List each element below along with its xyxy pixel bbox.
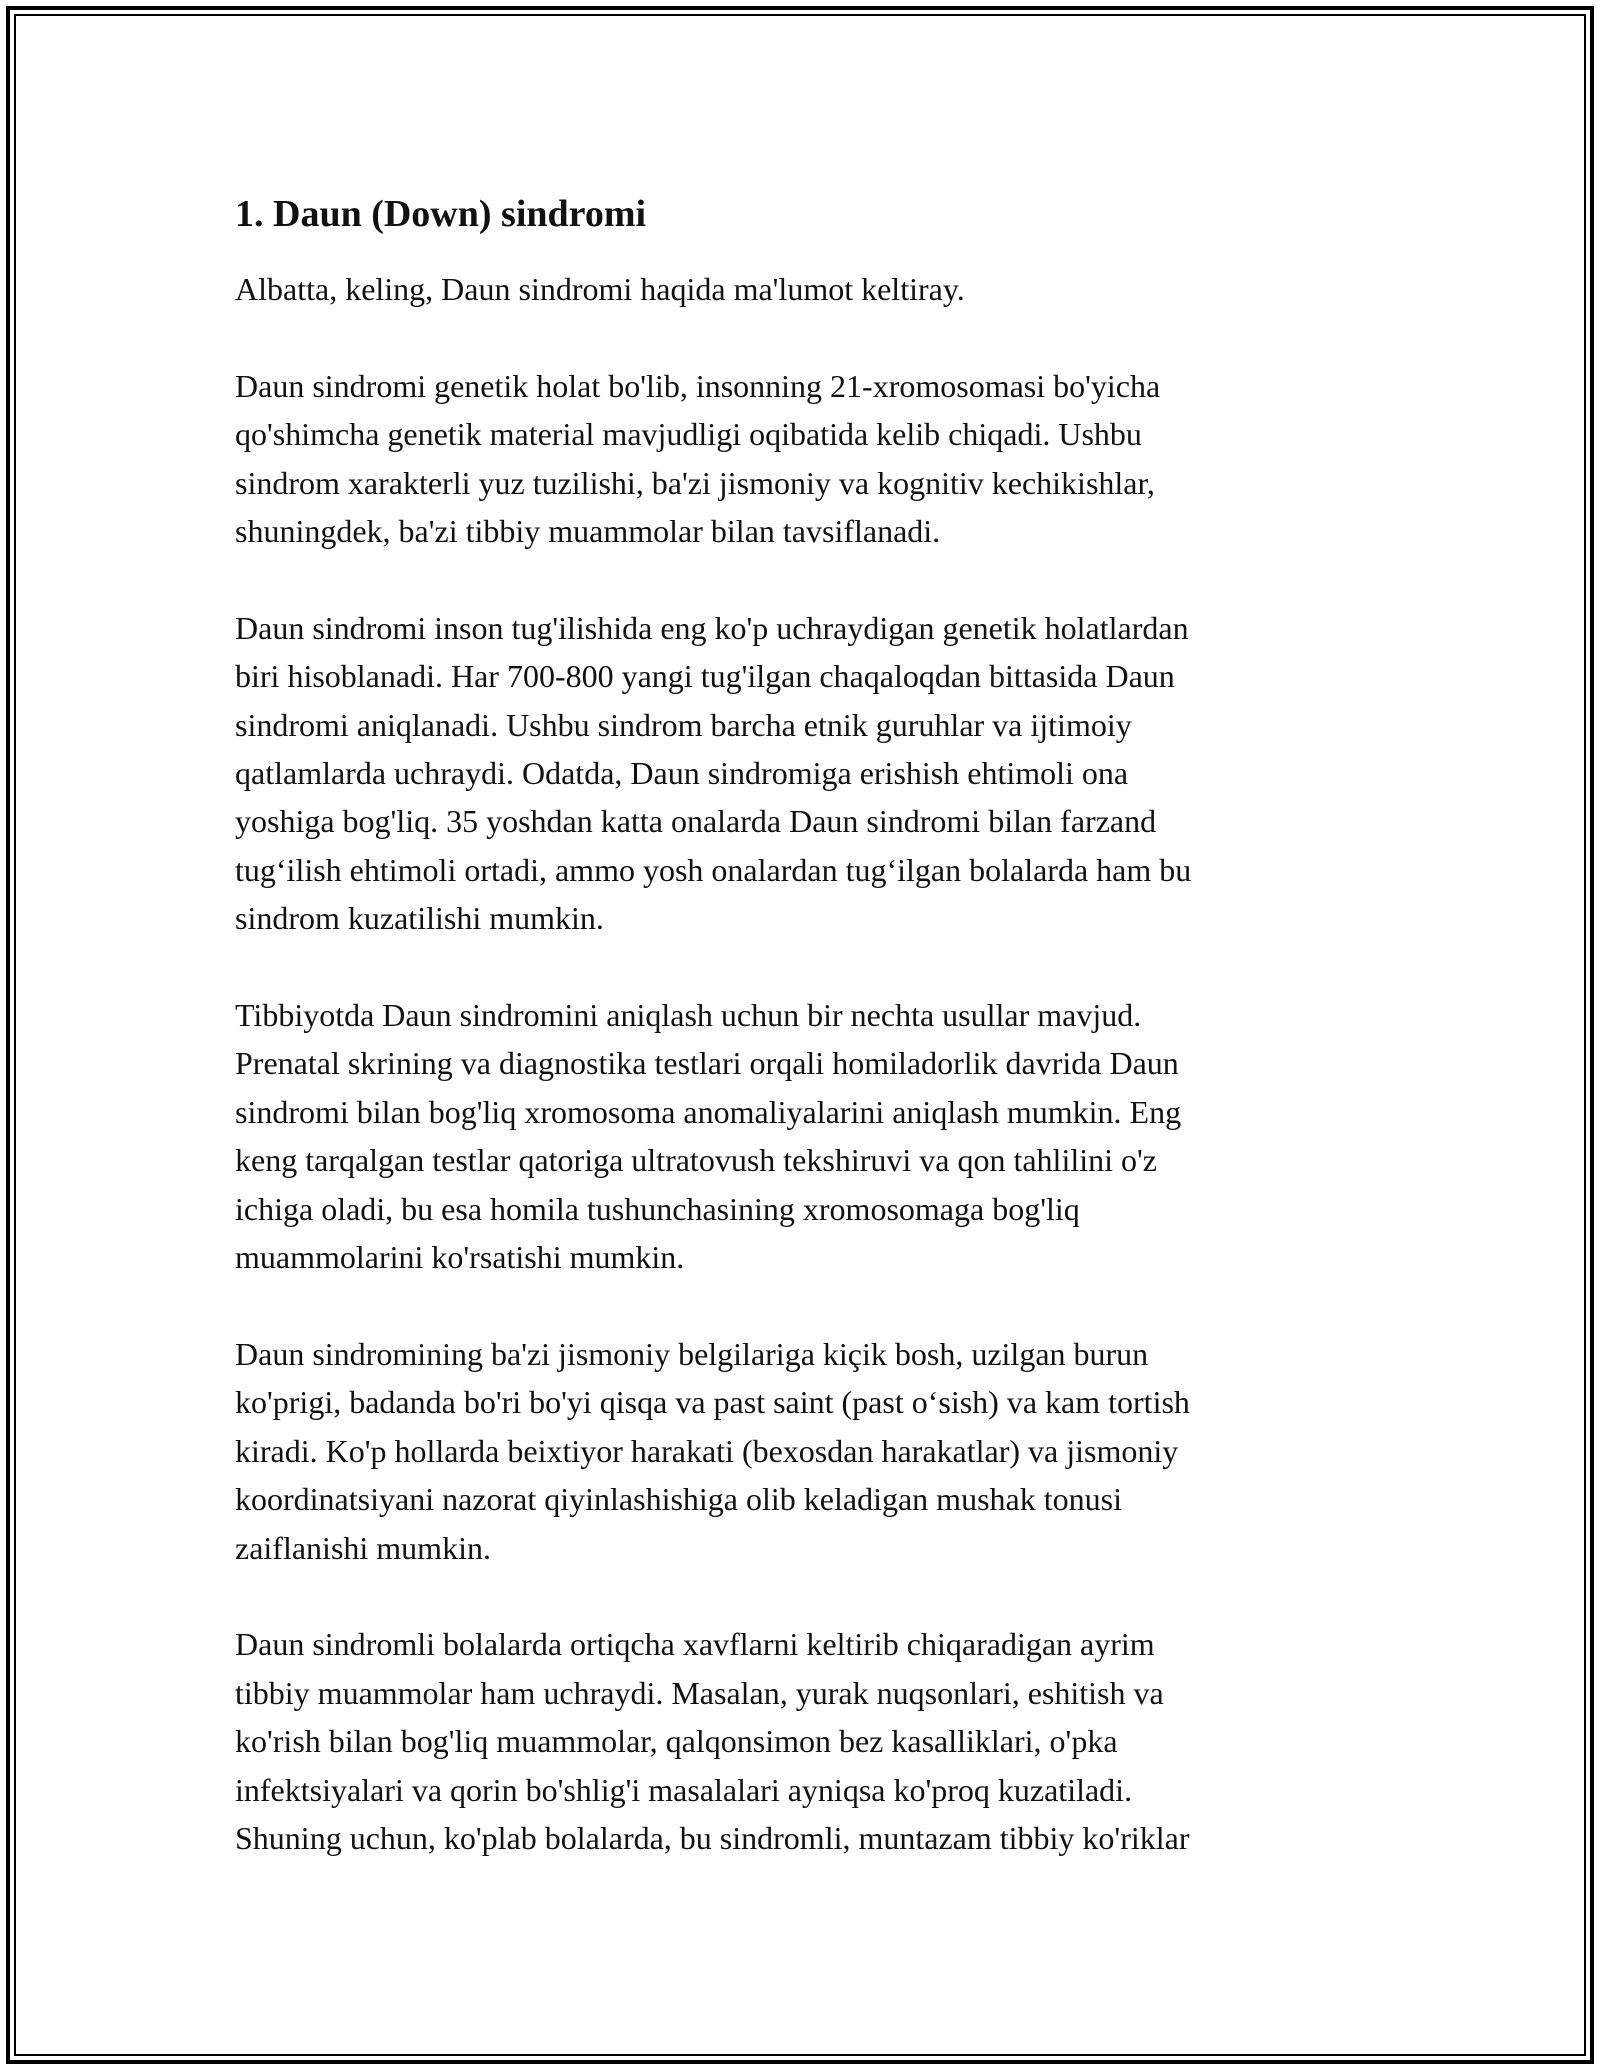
paragraph-physical-signs: Daun sindromining ba'zi jismoniy belgilariga kiçik bosh, uzilgan burun ko'prigi, badanda bo'ri bo'yi qisqa va past saint (past o‘sish) va kam tortish kiradi. Ko'p hollarda beixtiyor harakati (bexosdan harakatlar) va jismoniy koordinatsiyani nazorat qiyinlashishiga olib keladigan mushak tonusi zaiflanishi mumkin. (235, 1335, 1190, 1566)
paragraph-intro: Albatta, keling, Daun sindromi haqida ma'lumot keltiray. (235, 271, 965, 307)
document-body (235, 190, 1355, 1862)
paragraph-definition: Daun sindromi genetik holat bo'lib, insonning 21-xromosomasi bo'yicha qo'shimcha genetik material mavjudligi oqibatida kelib chiqadi. Ushbu sindrom xarakterli yuz tuzilishi, ba'zi jismoniy va kognitiv kechikishlar, shuningdek, ba'zi tibbiy muammolar bilan tavsiflanadi. (235, 367, 1161, 550)
paragraph-prevalence: Daun sindromi inson tug'ilishida eng ko'p uchraydigan genetik holatlardan biri hisoblanadi. Har 700-800 yangi tug'ilgan chaqaloqdan bittasida Daun sindromi aniqlanadi. Ushbu sindrom barcha etnik guruhlar va ijtimoiy qatlamlarda uchraydi. Odatda, Daun sindromiga erishish ehtimoli ona yoshiga bog'liq. 35 yoshdan katta onalarda Daun sindromi bilan farzand tug‘ilish ehtimoli ortadi, ammo yosh onalardan tug‘ilgan bolalarda ham bu sindrom kuzatilishi mumkin. (235, 609, 1192, 937)
paragraph-medical-issues: Daun sindromli bolalarda ortiqcha xavflarni keltirib chiqaradigan ayrim tibbiy muammolar ham uchraydi. Masalan, yurak nuqsonlari, eshitish va ko'rish bilan bog'liq muammolar, qalqonsimon bez kasalliklari, o'pka infektsiyalari va qorin bo'shlig'i masalalari ayniqsa ko'proq kuzatiladi. Shuning uchun, ko'plab bolalarda, bu sindromli, muntazam tibbiy ko'riklar (235, 1626, 1190, 1856)
paragraph-diagnosis: Tibbiyotda Daun sindromini aniqlash uchun bir nechta usullar mavjud. Prenatal skrining va diagnostika testlari orqali homiladorlik davrida Daun sindromi bilan bog'liq xromosoma anomaliyalarini aniqlash mumkin. Eng keng tarqalgan testlar qatoriga ultratovush tekshiruvi va qon tahlilini o'z ichiga oladi, bu esa homila tushunchasining xromosomaga bog'liq muammolarini ko'rsatishi mumkin. (235, 997, 1182, 1276)
document-title: 1. Daun (Down) sindromi (235, 193, 647, 235)
